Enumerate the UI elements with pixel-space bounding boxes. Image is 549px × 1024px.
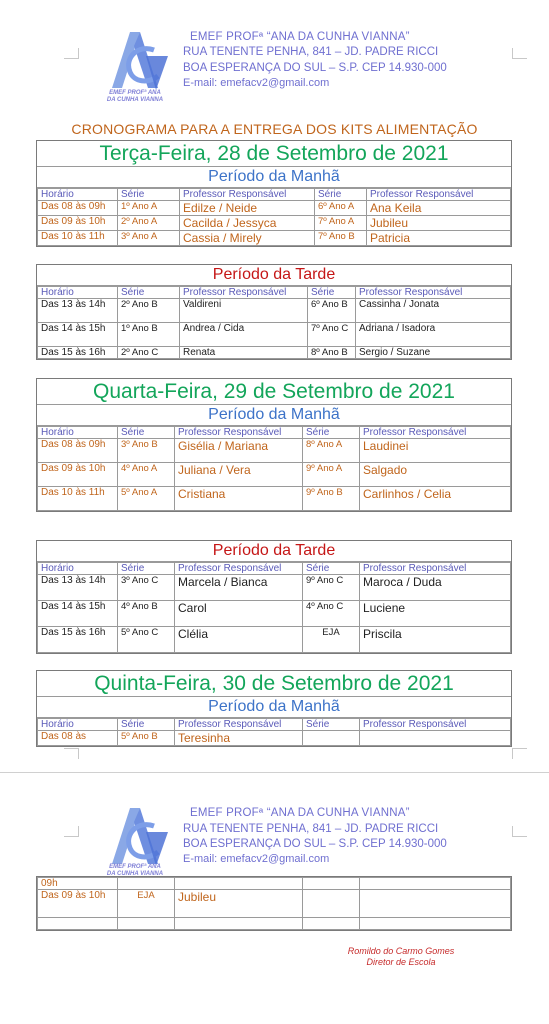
teacher-cell: Cassinha / Jonata — [356, 299, 511, 323]
school-address: RUA TENENTE PENHA, 841 – JD. PADRE RICCI — [183, 46, 439, 58]
school-city: BOA ESPERANÇA DO SUL – S.P. CEP 14.930-000 — [183, 62, 447, 74]
column-header: Série — [118, 719, 175, 731]
time-cell: Das 09 às 10h — [38, 216, 118, 231]
teacher-cell: Sergio / Suzane — [356, 347, 511, 359]
table-row — [38, 890, 511, 918]
table-row — [38, 323, 511, 347]
logo-caption-line: DA CUNHA VIANNA — [106, 871, 164, 877]
wednesday-morning-block — [36, 378, 512, 512]
column-header: Horário — [38, 563, 118, 575]
teacher-cell: Juliana / Vera — [175, 463, 303, 487]
teacher-cell: Jubileu — [367, 216, 511, 231]
grade-cell: 3º Ano C — [118, 575, 175, 601]
tuesday-morning-block — [36, 140, 512, 247]
period-title-afternoon: Período da Tarde — [37, 541, 511, 562]
teacher-cell: Valdireni — [180, 299, 308, 323]
time-cell: Das 09 às 10h — [38, 463, 118, 487]
grade-cell: 3º Ano A — [118, 231, 180, 246]
column-header: Série — [303, 427, 360, 439]
teacher-cell: Adriana / Isadora — [356, 323, 511, 347]
thursday-morning-block — [36, 670, 512, 747]
teacher-cell: Marcela / Bianca — [175, 575, 303, 601]
time-cell: Das 08 às 09h — [38, 201, 118, 216]
wednesday-afternoon-block — [36, 540, 512, 654]
table-header-row — [38, 427, 511, 439]
column-header: Série — [303, 719, 360, 731]
column-header: Professor Responsável — [360, 427, 511, 439]
grade-cell: 3º Ano B — [118, 439, 175, 463]
grade-cell — [303, 731, 360, 746]
time-cell: Das 10 às 11h — [38, 487, 118, 511]
page-corner-mark — [512, 826, 527, 837]
time-cell: Das 13 às 14h — [38, 575, 118, 601]
teacher-cell — [175, 918, 303, 930]
school-email: E-mail: emefacv2@gmail.com — [183, 853, 330, 865]
table-row — [38, 487, 511, 511]
page-corner-mark — [512, 748, 527, 759]
signature-name: Romildo do Carmo Gomes — [347, 946, 455, 956]
teacher-cell: Renata — [180, 347, 308, 359]
day-title: Quinta-Feira, 30 de Setembro de 2021 — [37, 671, 511, 697]
table-row — [38, 463, 511, 487]
teacher-cell: Salgado — [360, 463, 511, 487]
column-header: Professor Responsável — [360, 563, 511, 575]
grade-cell — [303, 890, 360, 918]
column-header: Professor Responsável — [175, 427, 303, 439]
grade-cell: 1º Ano A — [118, 201, 180, 216]
grade-cell: 8º Ano A — [303, 439, 360, 463]
grade-cell: 2º Ano C — [118, 347, 180, 359]
teacher-cell: Ana Keila — [367, 201, 511, 216]
column-header: Horário — [38, 719, 118, 731]
grade-cell — [118, 918, 175, 930]
grade-cell: 5º Ano C — [118, 627, 175, 653]
teacher-cell: Priscila — [360, 627, 511, 653]
grade-cell — [303, 878, 360, 890]
grade-cell: 9º Ano A — [303, 463, 360, 487]
column-header: Professor Responsável — [367, 189, 511, 201]
grade-cell: 1º Ano B — [118, 323, 180, 347]
table-row — [38, 575, 511, 601]
time-cell — [38, 918, 118, 930]
time-cell: Das 13 às 14h — [38, 299, 118, 323]
teacher-cell: Gisélia / Mariana — [175, 439, 303, 463]
page-corner-mark — [64, 48, 79, 59]
table-row — [38, 231, 511, 246]
period-title-afternoon: Período da Tarde — [37, 265, 511, 286]
column-header: Série — [118, 287, 180, 299]
grade-cell: 7º Ano A — [315, 216, 367, 231]
time-cell: Das 10 às 11h — [38, 231, 118, 246]
grade-cell: EJA — [118, 890, 175, 918]
teacher-cell: Patricia — [367, 231, 511, 246]
schedule-table — [37, 877, 511, 930]
column-header: Série — [308, 287, 356, 299]
column-header: Série — [315, 189, 367, 201]
teacher-cell: Maroca / Duda — [360, 575, 511, 601]
teacher-cell: Jubileu — [175, 890, 303, 918]
teacher-cell — [175, 878, 303, 890]
day-title: Quarta-Feira, 29 de Setembro de 2021 — [37, 379, 511, 405]
teacher-cell: Cristiana — [175, 487, 303, 511]
logo-caption-line: EMEF PROFª ANA — [109, 864, 161, 870]
tuesday-afternoon-block — [36, 264, 512, 360]
page-corner-mark — [64, 826, 79, 837]
teacher-cell: Edilze / Neide — [180, 201, 315, 216]
page-corner-mark — [512, 48, 527, 59]
grade-cell: 4º Ano B — [118, 601, 175, 627]
teacher-cell — [360, 918, 511, 930]
grade-cell: 8º Ano B — [308, 347, 356, 359]
table-row — [38, 918, 511, 930]
schedule-table — [37, 426, 511, 511]
column-header: Série — [118, 563, 175, 575]
column-header: Professor Responsável — [175, 719, 303, 731]
table-row — [38, 347, 511, 359]
day-title: Terça-Feira, 28 de Setembro de 2021 — [37, 141, 511, 167]
school-city: BOA ESPERANÇA DO SUL – S.P. CEP 14.930-000 — [183, 838, 447, 850]
time-cell: Das 14 às 15h — [38, 323, 118, 347]
table-row — [38, 201, 511, 216]
column-header: Professor Responsável — [360, 719, 511, 731]
grade-cell: 6º Ano A — [315, 201, 367, 216]
school-name: EMEF PROFª “ANA DA CUNHA VIANNA” — [190, 807, 410, 819]
time-cell: Das 09 às 10h — [38, 890, 118, 918]
column-header: Professor Responsável — [175, 563, 303, 575]
column-header: Série — [118, 427, 175, 439]
thursday-continuation-block — [36, 876, 512, 931]
table-row — [38, 439, 511, 463]
grade-cell — [303, 918, 360, 930]
grade-cell: 2º Ano A — [118, 216, 180, 231]
schedule-table — [37, 562, 511, 653]
grade-cell: 7º Ano B — [315, 231, 367, 246]
table-header-row — [38, 287, 511, 299]
grade-cell: 6º Ano B — [308, 299, 356, 323]
grade-cell: EJA — [303, 627, 360, 653]
table-row — [38, 216, 511, 231]
table-header-row — [38, 563, 511, 575]
column-header: Série — [303, 563, 360, 575]
column-header: Professor Responsável — [180, 189, 315, 201]
teacher-cell — [360, 731, 511, 746]
grade-cell: 4º Ano A — [118, 463, 175, 487]
table-header-row — [38, 719, 511, 731]
time-cell: Das 08 às 09h — [38, 439, 118, 463]
table-row — [38, 601, 511, 627]
period-title-morning: Período da Manhã — [37, 405, 511, 426]
time-cell: 09h — [38, 878, 118, 890]
school-address: RUA TENENTE PENHA, 841 – JD. PADRE RICCI — [183, 823, 439, 835]
teacher-cell: Teresinha — [175, 731, 303, 746]
grade-cell: 5º Ano A — [118, 487, 175, 511]
schedule-table — [37, 286, 511, 359]
time-cell: Das 15 às 16h — [38, 627, 118, 653]
column-header: Professor Responsável — [180, 287, 308, 299]
grade-cell: 4º Ano C — [303, 601, 360, 627]
signature-role: Diretor de Escola — [366, 957, 436, 967]
logo-caption-line: EMEF PROFª ANA — [109, 90, 161, 96]
schedule-table — [37, 188, 511, 246]
school-email: E-mail: emefacv2@gmail.com — [183, 77, 330, 89]
schedule-table — [37, 718, 511, 746]
grade-cell — [118, 878, 175, 890]
grade-cell: 9º Ano B — [303, 487, 360, 511]
time-cell: Das 15 às 16h — [38, 347, 118, 359]
table-row — [38, 299, 511, 323]
teacher-cell: Clélia — [175, 627, 303, 653]
teacher-cell: Laudinei — [360, 439, 511, 463]
grade-cell: 7º Ano C — [308, 323, 356, 347]
column-header: Série — [118, 189, 180, 201]
period-title-morning: Período da Manhã — [37, 167, 511, 188]
table-row — [38, 731, 511, 746]
table-header-row — [38, 189, 511, 201]
signature — [321, 946, 481, 968]
teacher-cell: Andrea / Cida — [180, 323, 308, 347]
grade-cell: 2º Ano B — [118, 299, 180, 323]
time-cell: Das 08 às — [38, 731, 118, 746]
teacher-cell: Carol — [175, 601, 303, 627]
table-row — [38, 878, 511, 890]
logo-caption-line: DA CUNHA VIANNA — [106, 97, 164, 103]
column-header: Horário — [38, 427, 118, 439]
teacher-cell: Cacilda / Jessyca — [180, 216, 315, 231]
grade-cell: 5º Ano B — [118, 731, 175, 746]
school-name: EMEF PROFª “ANA DA CUNHA VIANNA” — [190, 31, 410, 43]
page-corner-mark — [64, 748, 79, 759]
teacher-cell — [360, 878, 511, 890]
teacher-cell: Carlinhos / Celia — [360, 487, 511, 511]
page-separator — [0, 772, 549, 773]
teacher-cell: Cassia / Mirely — [180, 231, 315, 246]
column-header: Horário — [38, 189, 118, 201]
table-row — [38, 627, 511, 653]
teacher-cell: Luciene — [360, 601, 511, 627]
column-header: Horário — [38, 287, 118, 299]
grade-cell: 9º Ano C — [303, 575, 360, 601]
logo-caption — [95, 90, 175, 104]
time-cell: Das 14 às 15h — [38, 601, 118, 627]
column-header: Professor Responsável — [356, 287, 511, 299]
teacher-cell — [360, 890, 511, 918]
period-title-morning: Período da Manhã — [37, 697, 511, 718]
document-title: CRONOGRAMA PARA A ENTREGA DOS KITS ALIMENTAÇÃO — [71, 121, 478, 137]
